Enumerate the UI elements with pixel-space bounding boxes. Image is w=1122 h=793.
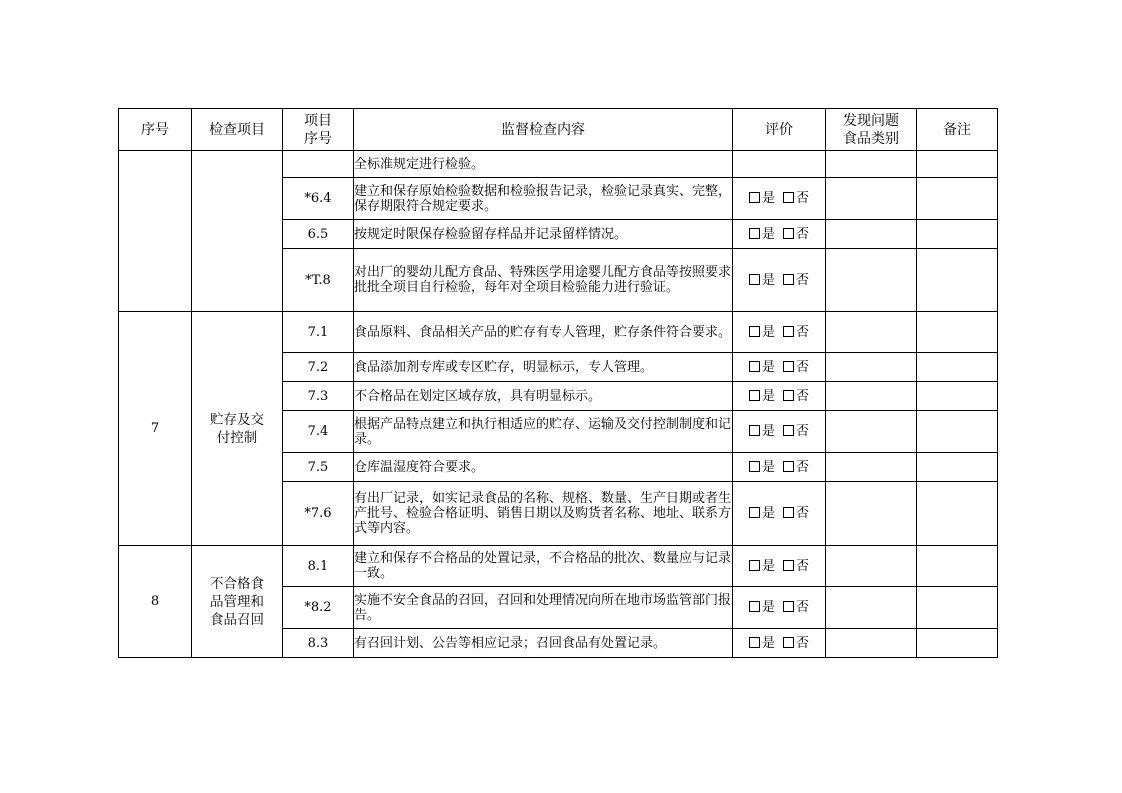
eval-cell bbox=[733, 453, 826, 482]
eval-cell bbox=[733, 249, 826, 312]
note-cell bbox=[917, 220, 998, 249]
header-row bbox=[119, 109, 998, 151]
item-content: 建立和保存不合格品的处置记录，不合格品的批次、数量应与记录一致。 bbox=[354, 546, 733, 587]
note-cell bbox=[917, 482, 998, 546]
eval-cell bbox=[733, 178, 826, 220]
checkbox-icon[interactable] bbox=[749, 361, 760, 372]
yes-option[interactable]: 是 bbox=[749, 460, 775, 475]
found-cell bbox=[826, 482, 917, 546]
checkbox-icon[interactable] bbox=[783, 507, 794, 518]
item-content: 有出厂记录，如实记录食品的名称、规格、数量、生产日期或者生产批号、检验合格证明、销售日期以及购货者名称、地址、联系方式等内容。 bbox=[354, 482, 733, 546]
found-cell bbox=[826, 382, 917, 411]
yes-option[interactable]: 是 bbox=[749, 360, 775, 375]
found-cell bbox=[826, 249, 917, 312]
found-cell bbox=[826, 312, 917, 353]
no-option[interactable]: 否 bbox=[783, 636, 809, 651]
yes-option[interactable]: 是 bbox=[749, 424, 775, 439]
item-content: 食品原料、食品相关产品的贮存有专人管理，贮存条件符合要求。 bbox=[354, 312, 733, 353]
checkbox-icon[interactable] bbox=[749, 461, 760, 472]
checkbox-icon[interactable] bbox=[783, 361, 794, 372]
note-cell bbox=[917, 178, 998, 220]
found-cell bbox=[826, 151, 917, 178]
yes-option[interactable]: 是 bbox=[749, 325, 775, 340]
yes-option[interactable]: 是 bbox=[749, 506, 775, 521]
found-cell bbox=[826, 220, 917, 249]
note-cell bbox=[917, 587, 998, 629]
eval-cell bbox=[733, 151, 826, 178]
item-content: 仓库温湿度符合要求。 bbox=[354, 453, 733, 482]
eval-cell bbox=[733, 411, 826, 453]
eval-cell bbox=[733, 629, 826, 658]
note-cell bbox=[917, 629, 998, 658]
item-content: 根据产品特点建立和执行相适应的贮存、运输及交付控制制度和记录。 bbox=[354, 411, 733, 453]
note-cell bbox=[917, 249, 998, 312]
checkbox-icon[interactable] bbox=[749, 192, 760, 203]
found-cell bbox=[826, 178, 917, 220]
checkbox-icon[interactable] bbox=[749, 601, 760, 612]
yes-option[interactable]: 是 bbox=[749, 389, 775, 404]
no-option[interactable]: 否 bbox=[783, 227, 809, 242]
item-number bbox=[283, 151, 354, 178]
no-option[interactable]: 否 bbox=[783, 360, 809, 375]
note-cell bbox=[917, 312, 998, 353]
item-number: *6.4 bbox=[283, 178, 354, 220]
header-seq: 序号 bbox=[119, 109, 192, 151]
checkbox-icon[interactable] bbox=[749, 425, 760, 436]
checkbox-icon[interactable] bbox=[783, 390, 794, 401]
yes-option[interactable]: 是 bbox=[749, 227, 775, 242]
item-number: 7.3 bbox=[283, 382, 354, 411]
checkbox-icon[interactable] bbox=[749, 637, 760, 648]
no-option[interactable]: 否 bbox=[783, 191, 809, 206]
item-content: 对出厂的婴幼儿配方食品、特殊医学用途婴儿配方食品等按照要求批批全项目自行检验，每年对全项目检验能力进行验证。 bbox=[354, 249, 733, 312]
no-option[interactable]: 否 bbox=[783, 559, 809, 574]
item-content: 有召回计划、公告等相应记录；召回食品有处置记录。 bbox=[354, 629, 733, 658]
checkbox-icon[interactable] bbox=[749, 390, 760, 401]
checkbox-icon[interactable] bbox=[783, 560, 794, 571]
group-title: 不合格食 品管理和 食品召回 bbox=[192, 546, 283, 658]
checkbox-icon[interactable] bbox=[749, 507, 760, 518]
group-title: 贮存及交 付控制 bbox=[192, 312, 283, 546]
eval-cell bbox=[733, 220, 826, 249]
note-cell bbox=[917, 546, 998, 587]
group-seq: 8 bbox=[119, 546, 192, 658]
note-cell bbox=[917, 382, 998, 411]
group-seq-cell bbox=[119, 151, 192, 312]
table-row bbox=[119, 546, 998, 587]
header-content: 监督检查内容 bbox=[354, 109, 733, 151]
eval-cell bbox=[733, 353, 826, 382]
checkbox-icon[interactable] bbox=[783, 637, 794, 648]
checkbox-icon[interactable] bbox=[783, 461, 794, 472]
no-option[interactable]: 否 bbox=[783, 600, 809, 615]
no-option[interactable]: 否 bbox=[783, 506, 809, 521]
found-cell bbox=[826, 453, 917, 482]
yes-option[interactable]: 是 bbox=[749, 273, 775, 288]
no-option[interactable]: 否 bbox=[783, 389, 809, 404]
item-number: *8.2 bbox=[283, 587, 354, 629]
checkbox-icon[interactable] bbox=[749, 326, 760, 337]
checkbox-icon[interactable] bbox=[749, 560, 760, 571]
found-cell bbox=[826, 587, 917, 629]
checkbox-icon[interactable] bbox=[783, 274, 794, 285]
checkbox-icon[interactable] bbox=[783, 601, 794, 612]
checkbox-icon[interactable] bbox=[783, 192, 794, 203]
inspection-table bbox=[118, 108, 998, 658]
no-option[interactable]: 否 bbox=[783, 424, 809, 439]
item-content: 食品添加剂专库或专区贮存，明显标示，专人管理。 bbox=[354, 353, 733, 382]
note-cell bbox=[917, 453, 998, 482]
yes-option[interactable]: 是 bbox=[749, 636, 775, 651]
no-option[interactable]: 否 bbox=[783, 273, 809, 288]
item-number: 7.4 bbox=[283, 411, 354, 453]
eval-cell bbox=[733, 382, 826, 411]
header-sub-seq: 项目 序号 bbox=[283, 109, 354, 151]
header-eval: 评价 bbox=[733, 109, 826, 151]
table-row bbox=[119, 151, 998, 178]
checkbox-icon[interactable] bbox=[749, 274, 760, 285]
eval-cell bbox=[733, 587, 826, 629]
group-seq: 7 bbox=[119, 312, 192, 546]
yes-option[interactable]: 是 bbox=[749, 559, 775, 574]
item-number: 7.5 bbox=[283, 453, 354, 482]
eval-cell bbox=[733, 482, 826, 546]
item-number: *7.6 bbox=[283, 482, 354, 546]
item-number: *T.8 bbox=[283, 249, 354, 312]
note-cell bbox=[917, 353, 998, 382]
header-item: 检查项目 bbox=[192, 109, 283, 151]
table-row bbox=[119, 312, 998, 353]
eval-cell bbox=[733, 312, 826, 353]
item-number: 6.5 bbox=[283, 220, 354, 249]
item-number: 7.2 bbox=[283, 353, 354, 382]
note-cell bbox=[917, 151, 998, 178]
checkbox-icon[interactable] bbox=[783, 326, 794, 337]
yes-option[interactable]: 是 bbox=[749, 191, 775, 206]
group-item-cell bbox=[192, 151, 283, 312]
found-cell bbox=[826, 546, 917, 587]
checkbox-icon[interactable] bbox=[783, 228, 794, 239]
item-content: 实施不安全食品的召回，召回和处理情况向所在地市场监管部门报告。 bbox=[354, 587, 733, 629]
header-found: 发现问题 食品类别 bbox=[826, 109, 917, 151]
eval-cell bbox=[733, 546, 826, 587]
no-option[interactable]: 否 bbox=[783, 325, 809, 340]
checkbox-icon[interactable] bbox=[783, 425, 794, 436]
item-content: 建立和保存原始检验数据和检验报告记录，检验记录真实、完整，保存期限符合规定要求。 bbox=[354, 178, 733, 220]
found-cell bbox=[826, 629, 917, 658]
checkbox-icon[interactable] bbox=[749, 228, 760, 239]
found-cell bbox=[826, 353, 917, 382]
no-option[interactable]: 否 bbox=[783, 460, 809, 475]
header-note: 备注 bbox=[917, 109, 998, 151]
found-cell bbox=[826, 411, 917, 453]
yes-option[interactable]: 是 bbox=[749, 600, 775, 615]
item-content: 不合格品在划定区域存放，具有明显标示。 bbox=[354, 382, 733, 411]
item-number: 8.3 bbox=[283, 629, 354, 658]
item-content: 按规定时限保存检验留存样品并记录留样情况。 bbox=[354, 220, 733, 249]
item-number: 7.1 bbox=[283, 312, 354, 353]
item-content: 全标准规定进行检验。 bbox=[354, 151, 733, 178]
note-cell bbox=[917, 411, 998, 453]
item-number: 8.1 bbox=[283, 546, 354, 587]
